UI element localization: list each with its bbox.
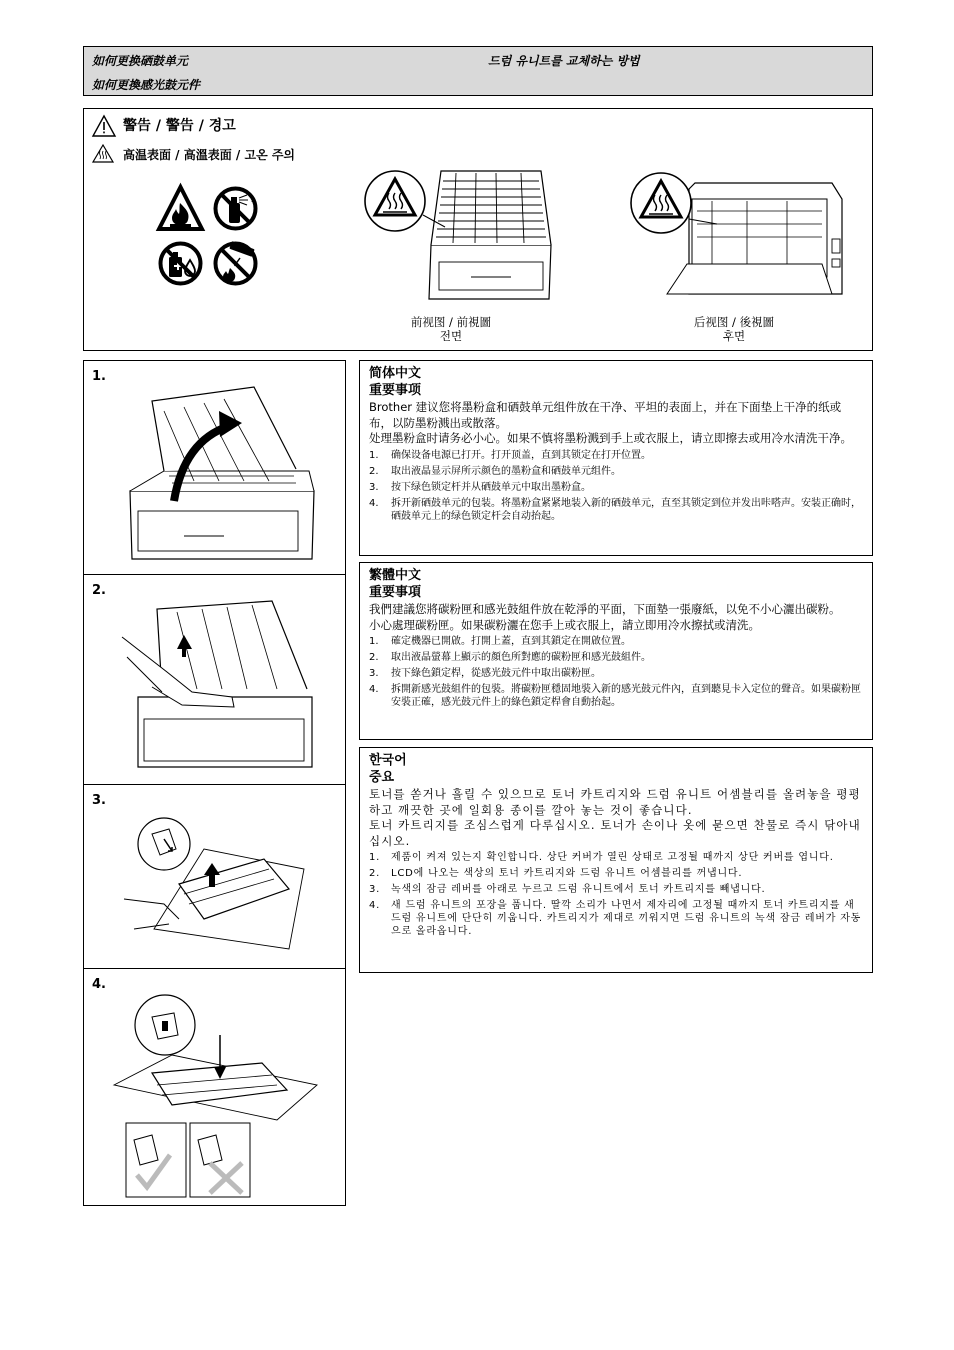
title-bar	[83, 46, 873, 96]
language-label: 简体中文	[369, 366, 422, 381]
printer-rear-view-illustration	[627, 169, 857, 301]
no-spray-icon	[212, 185, 259, 232]
list-item: 1. 确保设备电源已打开。打开顶盖，直到其锁定在打开位置。	[369, 449, 651, 461]
list-item: 3. 按下绿色锁定杆并从硒鼓单元中取出墨粉盒。	[369, 481, 591, 493]
warning-title: 警告 / 警告 / 경고	[123, 118, 236, 134]
front-view-caption: 前视图 / 前視圖 전면	[410, 315, 492, 343]
step-3-panel	[83, 784, 346, 969]
important-heading: 重要事项	[369, 383, 422, 398]
korean-section	[359, 747, 873, 973]
remove-drum-assembly-illustration	[122, 597, 322, 777]
list-item: 4. 拆開新感光鼓組件的包裝。將碳粉匣穩固地裝入新的感光鼓元件內，直到聽見卡入定位的聲音。如果碳粉匣安裝正確，感光鼓元件上的綠色鎖定桿會自動抬起。	[369, 684, 861, 708]
list-item: 3. 按下綠色鎖定桿，從感光鼓元件中取出碳粉匣。	[369, 668, 601, 679]
instruction-list	[369, 635, 863, 709]
step-number: 3.	[92, 793, 106, 808]
rear-view-caption: 后视图 / 後視圖 후면	[693, 315, 775, 343]
important-paragraph: 토너 카트리지를 조심스럽게 다루십시오. 토너가 손이나 옷에 묻으면 찬물로 즉시 닦아내십시오.	[369, 818, 861, 848]
important-paragraph: 处理墨粉盒时请务必小心。如果不慎将墨粉溅到手上或衣服上，请立即擦去或用冷水清洗干净。	[369, 431, 852, 445]
hot-surface-subtitle: 高温表面 / 高溫表面 / 고온 주의	[123, 148, 296, 162]
hot-surface-small-icon	[92, 144, 114, 163]
list-item: 4. 새 드럼 유니트의 포장을 풉니다. 딸깍 소리가 나면서 제자리에 고정될 때까지 토너 카트리지를 새 드럼 유니트에 단단히 끼웁니다. 카트리지가 제대로 끼워지면 드럼 유니트의 녹색 잠금 레버가 자동으로 올라옵니다.	[369, 900, 862, 937]
open-top-cover-illustration	[124, 381, 324, 566]
step-1-panel	[83, 360, 346, 575]
title-korean: 드럼 유니트를 교체하는 방법	[488, 54, 640, 68]
step-4-panel	[83, 968, 346, 1206]
install-toner-into-drum-illustration	[112, 995, 327, 1200]
separate-toner-cartridge-illustration	[124, 809, 324, 959]
printer-front-view-illustration	[361, 167, 561, 307]
simplified-chinese-section	[359, 360, 873, 556]
traditional-chinese-section	[359, 562, 873, 740]
language-label: 繁體中文	[369, 568, 422, 583]
warning-triangle-icon	[92, 115, 116, 137]
language-label: 한국어	[369, 753, 407, 768]
list-item: 2. LCD에 나오는 색상의 토너 카트리지와 드럼 유니트 어셈블리를 꺼냅니다.	[369, 868, 743, 879]
list-item: 3. 녹색의 잠금 레버를 아래로 누르고 드럼 유니트에서 토너 카트리지를 빼냅니다.	[369, 884, 766, 895]
important-heading: 重要事項	[369, 585, 422, 600]
important-paragraph: 我們建議您將碳粉匣和感光鼓組件放在乾淨的平面，下面墊一張廢紙，以免不小心灑出碳粉。	[369, 602, 841, 616]
list-item: 2. 取出液晶显示屏所示颜色的墨粉盒和硒鼓单元组件。	[369, 465, 621, 477]
title-traditional-chinese: 如何更換感光鼓元件	[92, 78, 201, 92]
important-paragraph: Brother 建议您将墨粉盒和硒鼓单元组件放在干净、平坦的表面上，并在下面垫上干净的纸或布，以防墨粉溅出或散落。	[369, 400, 842, 430]
warning-panel	[83, 108, 873, 351]
step-number: 4.	[92, 977, 106, 992]
important-paragraph: 小心處理碳粉匣。如果碳粉灑在您手上或衣服上，請立即用冷水擦拭或清洗。	[369, 617, 760, 632]
list-item: 1. 제품이 켜져 있는지 확인합니다. 상단 커버가 열린 상태로 고정될 때까지 상단 커버를 엽니다.	[369, 852, 834, 863]
instruction-list	[369, 449, 863, 523]
step-number: 1.	[92, 369, 106, 384]
list-item: 1. 確定機器已開啟。打開上蓋，直到其鎖定在開啟位置。	[369, 636, 631, 647]
important-heading: 중요	[369, 770, 395, 785]
flammable-warning-icon	[157, 185, 204, 232]
instruction-list	[369, 851, 863, 938]
no-solvent-icon	[157, 240, 204, 287]
step-number: 2.	[92, 583, 106, 598]
important-paragraph: 토너를 쏟거나 흘릴 수 있으므로 토너 카트리지와 드럼 유니트 어셈블리를 올려놓을 평평하고 깨끗한 곳에 일회용 종이를 깔아 놓는 것이 좋습니다.	[369, 787, 861, 817]
list-item: 4. 拆开新硒鼓单元的包装。将墨粉盒紧紧地装入新的硒鼓单元，直至其锁定到位并发出咔嗒声。安装正确时，硒鼓单元上的绿色锁定杆会自动抬起。	[369, 497, 861, 522]
no-fire-disposal-icon	[212, 240, 259, 287]
list-item: 2. 取出液晶螢幕上顯示的顏色所對應的碳粉匣和感光鼓組件。	[369, 652, 651, 663]
step-2-panel	[83, 574, 346, 785]
title-simplified-chinese: 如何更换硒鼓单元	[92, 54, 189, 68]
